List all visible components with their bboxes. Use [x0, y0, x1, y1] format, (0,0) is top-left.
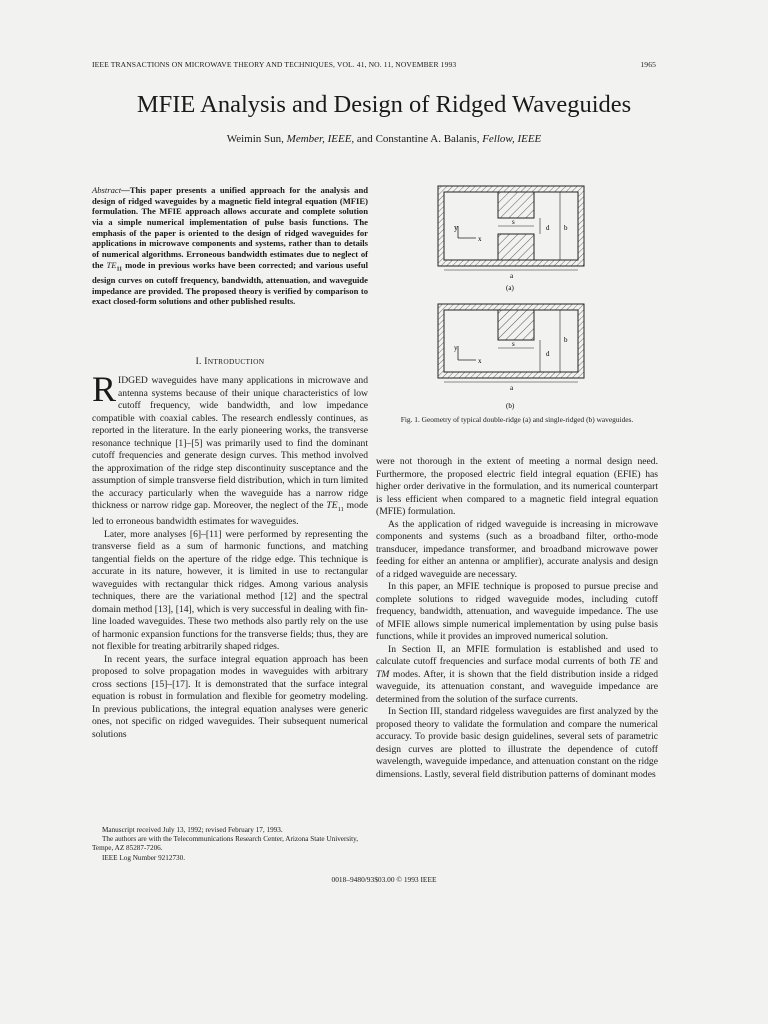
left-column	[92, 369, 368, 741]
intro-p1-text: IDGED waveguides have many applications in microwave and antenna systems because of their unique characteristics of low cutoff frequency, wide bandwidth, and low impedance compatible with coaxial cables. The research endlessly continues, as reported in the literature. In the early pioneering works, the transverse resonance technique [1]–[5] was primarily used to find the dominant cutoff frequencies and generate design curves. This method involved the approximation of the ridge step discontinuity susceptance and the assumption of simple transverse field distribution, which in turn limited the accuracy particularly when the waveguide has a narrow ridge thickness or narrow ridge gap. Moreover, the neglect of the	[92, 375, 368, 511]
dim-a-label-b: a	[510, 384, 514, 392]
dim-a-label: a	[510, 272, 514, 280]
author-2: Constantine A. Balanis,	[375, 133, 480, 145]
right-paragraph-1: were not thorough in the extent of meeting a normal design need. Furthermore, the proposed electric field integral equation (EFIE) has higher order derivative in the formulation, and its numerical counterpart is less efficient when compared to a magnetic field integral equation (MFIE) formulation.	[376, 456, 658, 517]
abstract-label: Abstract	[92, 185, 122, 195]
figure-1-caption: Fig. 1. Geometry of typical double-ridge (a) and single-ridged (b) waveguides.	[400, 415, 634, 424]
abstract-mode: TE	[106, 259, 117, 270]
right-p4-te: TE	[629, 656, 641, 667]
drop-cap: R	[92, 369, 117, 409]
dim-b-label: b	[564, 224, 568, 232]
intro-p1-mode: TE	[326, 500, 338, 511]
right-paragraph-3: In this paper, an MFIE technique is proposed to pursue precise and complete solutions to ridged waveguide modes, including cutoff frequency, bandwidth, attenuation, and waveguide impedance. The use of MFIE allows simple numerical implementation by using pulse basis functions, while it provides an improved numerical solution.	[376, 581, 658, 642]
running-header	[92, 60, 656, 69]
right-paragraph-4	[376, 644, 658, 707]
author-and: and	[356, 133, 373, 145]
intro-p1-end: mode led to erroneous bandwidth estimates for waveguides.	[92, 500, 368, 528]
figure-1b-single-ridge	[438, 304, 584, 410]
right-p4-tm: TM	[376, 668, 390, 680]
doi-line: 0018–9480/93$03.00 © 1993 IEEE	[331, 875, 437, 884]
journal-line: IEEE TRANSACTIONS ON MICROWAVE THEORY AND TECHNIQUES, VOL. 41, NO. 11, NOVEMBER 1993	[92, 60, 457, 69]
right-p4-and: and	[640, 656, 658, 667]
right-column	[376, 456, 658, 781]
intro-paragraph-1	[92, 369, 368, 529]
abstract-mode-sub: 11	[116, 266, 123, 273]
footnote-received: Manuscript received July 13, 1992; revised February 17, 1993.	[102, 826, 283, 834]
dim-b-label-b: b	[564, 336, 568, 344]
dim-s-label: s	[512, 218, 515, 226]
axis-x-label-b: x	[478, 357, 482, 365]
right-paragraph-5: In Section III, standard ridgeless waveguides are first analyzed by the proposed theory to validate the formulation and compare the numerical accuracy. To provide basic design guidelines, several sets of parametric design curves are plotted to illustrate the dependence of cutoff wavelength, waveguide impedance, and attenuation constant on the ridge dimensions. Lastly, several field distribution patterns of dominant modes	[376, 706, 658, 780]
abstract-text-2: mode in previous works have been corrected; and various useful design curves on cutoff frequency, bandwidth, attenuation, and waveguide impedance are provided. The proposed theory is verified by comparison to exact closed-form solutions and other published results.	[92, 259, 368, 307]
dim-d-label-b: d	[546, 350, 550, 358]
footnote	[92, 826, 368, 863]
author-line	[0, 133, 768, 145]
intro-paragraph-2: Later, more analyses [6]–[11] were performed by representing the transverse field as a sum of harmonic functions, and matching tangential fields on the aperture of the ridge edge. This technique is accurate in its nature, however, it is limited in use to rectangular waveguides with rectangular thick ridges. Among various analysis techniques, there are the variational method [12] and the spectral domain method [13], [14], which is very successful in dealing with fin-line loaded waveguides. These two methods also partly rely on the use of harmonic expansion functions for the transverse fields; thus, they are not flexible for treating arbitrarily shaped ridges.	[92, 528, 368, 653]
right-paragraph-2: As the application of ridged waveguide is increasing in microwave components and systems (such as a broadband filter, ortho-mode transducer, impedance transformer, and broadband microwave power feeding for either an antenna or amplifier), accurate analysis and design of a ridged waveguide are necessary.	[376, 518, 658, 580]
section-number: I.	[195, 357, 202, 367]
author-1-role: Member, IEEE,	[286, 133, 355, 145]
footnote-affiliation: The authors are with the Telecommunications Research Center, Arizona State University, Tempe, AZ 85287-7206.	[92, 835, 359, 853]
author-2-role: Fellow, IEEE	[482, 133, 542, 145]
section-heading-introduction	[92, 357, 368, 367]
abstract	[92, 185, 368, 307]
abstract-text-1: —This paper presents a unified approach for the analysis and design of ridged waveguides by a magnetic field integral equation (MFIE) formulation. The MFIE approach allows accurate and complete solution via a simple numerical implementation of pulse basis functions. The emphasis of the paper is oriented to the design of ridged waveguides for applications in microwave components and systems, rather than to details of numerical algorithms. Erroneous bandwidth estimates due to neglect of the	[92, 185, 368, 270]
footnote-log-number: IEEE Log Number 9212730.	[102, 853, 186, 862]
axis-y-label: y	[454, 223, 458, 232]
page-number: 1965	[640, 60, 656, 69]
intro-paragraph-3: In recent years, the surface integral equation approach has been proposed to solve propagation modes in waveguides with arbitrary cross sections [15]–[17]. It is demonstrated that the surface integral equation is robust in formulation and flexible for geometry modeling. In previous publications, the integral equation analyses were generic ones, not specific on ridged waveguides. Their subsequent numerical solutions	[92, 653, 368, 740]
paper-title: MFIE Analysis and Design of Ridged Waveguides	[136, 91, 632, 118]
dim-s-label-b: s	[512, 340, 515, 348]
axis-y-label-b: y	[454, 344, 458, 352]
subfigure-a-label: (a)	[506, 284, 514, 292]
right-p4-a: In Section II, an MFIE formulation is established and used to calculate cutoff frequencies and surface modal currents of both	[376, 643, 658, 667]
dim-d-label: d	[546, 224, 550, 232]
subfigure-b-label: (b)	[506, 402, 515, 410]
right-p4-b: modes. After, it is shown that the field distribution inside a ridged waveguide, its attenuation constant, and waveguide impedance are determined from the solution of the surface currents.	[376, 668, 658, 705]
figure-1a-double-ridge	[438, 186, 584, 292]
section-title-rest: NTRODUCTION	[207, 357, 265, 366]
figure-1	[436, 180, 604, 416]
intro-p1-mode-sub: 11	[337, 505, 344, 513]
section-title-first: I	[204, 357, 208, 367]
axis-x-label: x	[478, 235, 482, 243]
author-1: Weimin Sun,	[226, 133, 284, 145]
